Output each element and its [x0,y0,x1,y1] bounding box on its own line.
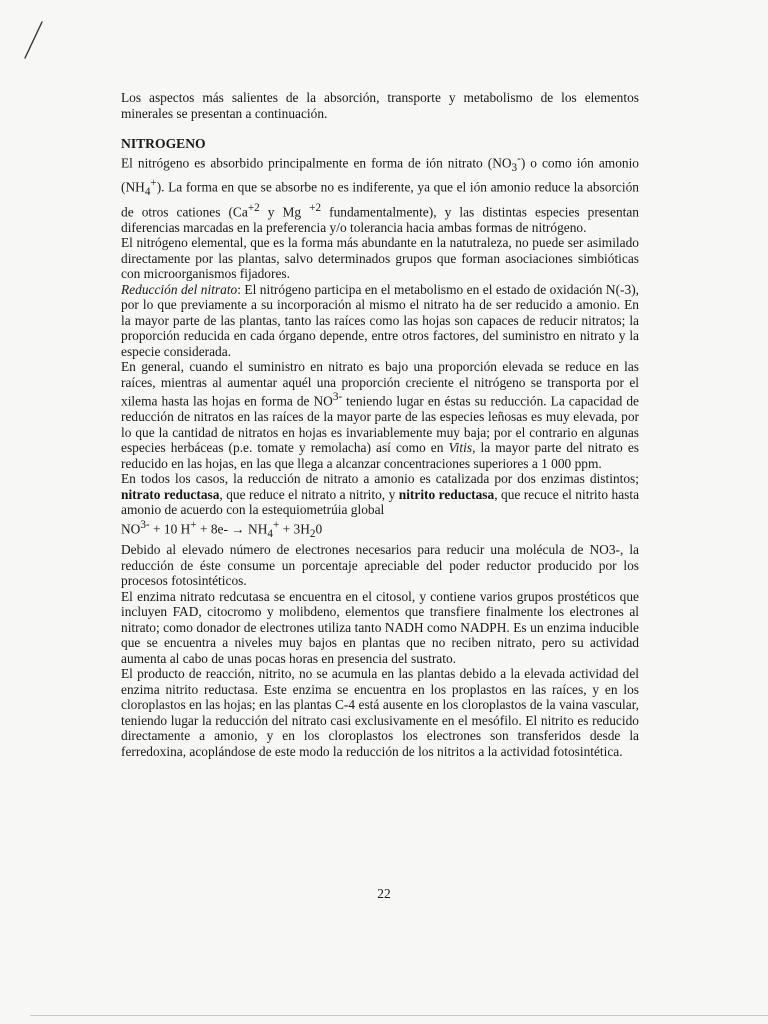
intro-paragraph: Los aspectos más salientes de la absorción, transporte y metabolismo de los elementos minerales se presentan a continuación. [121,90,639,121]
pen-stroke-mark [22,20,52,62]
paragraph-elemental-nitrogen: El nitrógeno elemental, que es la forma más abundante en la natutraleza, no puede ser asimilado directamente por las plantas, salvo determinados grupos que forman asociaciones simbióticas con microorganismos fijadores. [121,235,639,282]
paragraph-nitrate-reduction: Reducción del nitrato: El nitrógeno participa en el metabolismo en el estado de oxidación N(-3), por lo que previamente a su incorporación al mismo el nitrato ha de ser reducido a amonio. En la mayor parte de las plantas, tanto las raíces como las hojas son capaces de reducir nitratos; la proporción reducida en cada órgano depende, entre otros factores, del suministro en nitrato y la especie considerada. [121,281,639,359]
page-number: 22 [377,886,391,901]
paragraph-electrons: Debido al elevado número de electrones necesarios para reducir una molécula de NO3-, la reducción de éste consume un porcentaje apreciable del poder reductor producido por los procesos fotosintéticos. [121,542,639,589]
section-heading: NITROGENO [121,136,206,151]
chemical-equation: $NO^{3-} + 10$ $H^+ + 8e- \to NH_4^+ + 3H_20$ [121,518,323,540]
paragraph-reduction-site: En general, cuando el suministro en nitrato es bajo una proporción elevada se reduce en las raíces, mientras al aumentar aquél una proporción creciente el nitrógeno se transporta por el xilema hasta las hojas en forma de $NO^{3-}$ teniendo lugar en éstas su reducción. La capacidad de reducción de nitratos en las raíces de la mayor parte de las especies leñosas es muy elevada, por lo que la cantidad de nitratos en hojas es invariablemente muy baja; por el contrario en algunas especies herbáceas (p.e. tomate y remolacha) así como en Vitis, la mayor parte del nitrato es reducido en las hojas, en las que llega a alcanzar concentraciones superiores a 1 000 ppm. [121,359,639,471]
paragraph-nitrate-reductase: El enzima nitrato redcutasa se encuentra en el citosol, y contiene varios grupos prostéticos que incluyen FAD, citocromo y molibdeno, elementos que transfiere finalmente los electrones al nitrato; como donador de electrones utiliza tanto NADH como NADPH. Es un enzima inducible que se encuentra a niveles muy bajos en plantas que no reciben nitrato, pero su actividad aumenta al cabo de unas pocas horas en presencia del sustrato. [121,588,639,666]
paragraph-nitrite-reductase: El producto de reacción, nitrito, no se acumula en las plantas debido a la elevada actividad del enzima nitrito reductasa. Este enzima se encuentra en los proplastos en las raíces, y en los cloroplastos en las hojas; en las plantas C-4 está ausente en los cloroplastos de la vaina vascular, teniendo lugar la reducción del nitrato casi exclusivamente en el mesófilo. El nitrito es reducido directamente a amonio, y en los cloroplastos los electrones son transferidos desde la ferredoxina, acoplándose de este modo la reducción de los nitritos a la actividad fotosintética. [121,666,639,759]
paragraph-absorption: El nitrógeno es absorbido principalmente en forma de ión nitrato $(NO_3^-)$ o como ión amonio $(NH_4^+)$. La forma en que se absorbe no es indiferente, ya que el ión amonio reduce la absorción de otros cationes ($Ca^{+2}$ y Mg $^{+2}$ fundamentalmente), y las distintas especies presentan diferencias marcadas en la preferencia y/o tolerancia hacia ambas formas de nitrógeno. [121,152,639,235]
document-body [121,90,639,759]
bottom-edge-line [30,1015,768,1016]
paragraph-enzymes: En todos los casos, la reducción de nitrato a amonio es catalizada por dos enzimas distintos; nitrato reductasa, que reduce el nitrato a nitrito, y nitrito reductasa, que recuce el nitrito hasta amonio de acuerdo con la estequiometrúia global [121,471,640,518]
inline-subheading: Reducción del nitrato [121,281,238,297]
